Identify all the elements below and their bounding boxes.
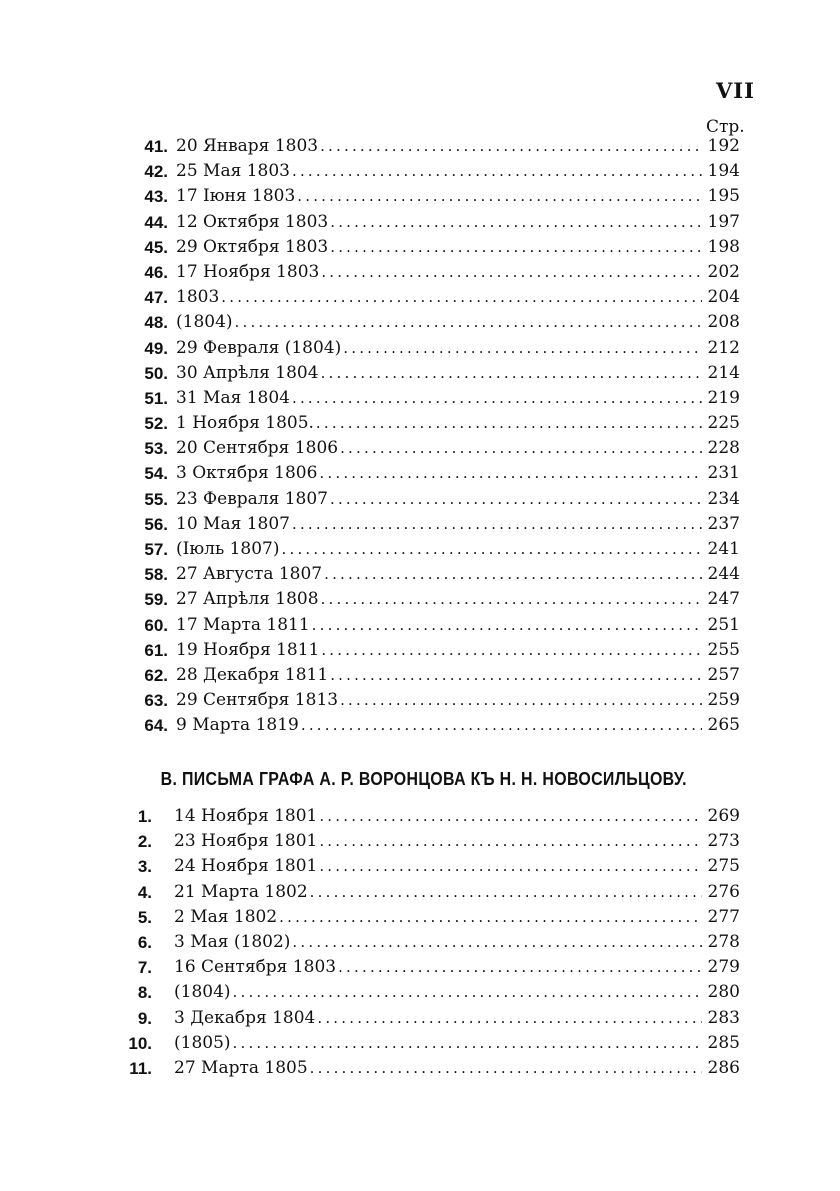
toc-entry: [0, 880, 840, 905]
leader-dots: [297, 184, 702, 209]
entry-date: 31 Мая 1804: [176, 387, 290, 408]
leader-dots: [233, 980, 702, 1005]
entry-number: 4.: [137, 882, 152, 902]
entry-number: 49.: [144, 338, 168, 358]
toc-entry: [0, 638, 840, 663]
entry-page: 247: [707, 589, 740, 610]
entry-page: 214: [707, 362, 740, 383]
leader-dots: [319, 854, 702, 879]
entry-page: 219: [707, 387, 740, 408]
leader-dots: [340, 436, 702, 461]
entry-page: 231: [707, 463, 740, 484]
entry-number: 64.: [144, 716, 168, 736]
leader-dots: [343, 336, 702, 361]
entry-page: 197: [707, 211, 740, 232]
toc-entry: [0, 411, 840, 436]
toc-entry: [0, 310, 840, 335]
leader-dots: [282, 537, 702, 562]
toc-list-a: [0, 134, 840, 739]
toc-entry: [0, 663, 840, 688]
entry-date: 20 Января 1803: [176, 136, 319, 156]
entry-number: 62.: [144, 665, 168, 685]
leader-dots: [321, 638, 702, 663]
entry-page: 280: [707, 982, 740, 1003]
leader-dots: [319, 461, 702, 486]
toc-entry: [0, 955, 840, 980]
entry-number: 60.: [144, 615, 168, 635]
toc-entry: [0, 854, 840, 879]
toc-entry: [0, 905, 840, 930]
entry-date: 10 Мая 1807: [176, 513, 290, 534]
toc-entry: [0, 210, 840, 235]
entry-page: 275: [707, 856, 740, 877]
toc-entry: [0, 361, 840, 386]
entry-date: 20 Сентября 1806: [176, 438, 339, 459]
entry-page: 244: [707, 564, 740, 585]
leader-dots: [321, 587, 702, 612]
entry-number: 56.: [144, 514, 168, 534]
entry-number: 61.: [144, 640, 168, 660]
entry-page: 192: [707, 136, 740, 156]
entry-page: 194: [707, 161, 740, 182]
entry-number: 43.: [144, 187, 168, 207]
entry-number: 3.: [137, 857, 152, 877]
toc-list-b: [0, 804, 840, 1081]
toc-entry: [0, 436, 840, 461]
toc-entry: [0, 829, 840, 854]
entry-date: 30 Апрѣля 1804: [176, 362, 319, 383]
entry-page: 257: [707, 664, 740, 685]
toc-entry: [0, 1031, 840, 1056]
entry-number: 54.: [144, 464, 168, 484]
toc-entry: [0, 184, 840, 209]
toc-entry: [0, 260, 840, 285]
leader-dots: [321, 260, 702, 285]
entry-number: 11.: [129, 1058, 152, 1078]
entry-date: 3 Мая (1802): [174, 931, 291, 952]
entry-page: 277: [707, 906, 740, 927]
toc-entry: [0, 285, 840, 310]
entry-page: 208: [707, 312, 740, 333]
page-column-label: Стр.: [706, 117, 745, 137]
entry-number: 7.: [137, 958, 152, 978]
leader-dots: [330, 663, 702, 688]
entry-page: 279: [707, 957, 740, 978]
entry-number: 48.: [144, 313, 168, 333]
entry-date: 9 Марта 1819: [176, 715, 299, 736]
entry-date: 2 Мая 1802: [174, 906, 278, 927]
entry-date: 21 Марта 1802: [174, 881, 308, 902]
leader-dots: [330, 235, 702, 260]
toc-entry: [0, 587, 840, 612]
toc-entry: [0, 980, 840, 1005]
entry-date: 29 Сентября 1813: [176, 690, 339, 711]
toc-entry: [0, 1006, 840, 1031]
entry-number: 42.: [144, 162, 168, 182]
entry-date: 25 Мая 1803: [176, 161, 290, 182]
entry-number: 44.: [144, 212, 168, 232]
toc-entry: [0, 336, 840, 361]
entry-date: 17 Марта 1811: [176, 614, 310, 635]
entry-date: (1804): [176, 312, 233, 333]
entry-number: 50.: [144, 363, 168, 383]
leader-dots: [279, 905, 702, 930]
entry-number: 63.: [144, 691, 168, 711]
toc-entry: [0, 386, 840, 411]
leader-dots: [312, 613, 702, 638]
entry-number: 55.: [144, 489, 168, 509]
toc-entry: [0, 537, 840, 562]
entry-number: 10.: [128, 1033, 152, 1053]
leader-dots: [310, 880, 702, 905]
toc-entry: [0, 1056, 840, 1081]
entry-number: 46.: [144, 262, 168, 282]
entry-page: 225: [707, 413, 740, 434]
entry-date: 14 Ноября 1801: [174, 806, 318, 826]
entry-date: (1804): [174, 982, 231, 1003]
entry-page: 202: [707, 261, 740, 282]
page-number: VII: [716, 78, 755, 103]
entry-page: 273: [707, 831, 740, 852]
leader-dots: [338, 955, 702, 980]
section-heading: В. ПИСЬМА ГРАФА А. Р. ВОРОНЦОВА КЪ Н. Н. НОВОСИЛЬЦОВУ.: [160, 768, 687, 789]
leader-dots: [321, 361, 702, 386]
entry-page: 212: [707, 337, 740, 358]
leader-dots: [310, 1056, 702, 1081]
leader-dots: [340, 688, 702, 713]
entry-date: 1 Ноября 1805.: [176, 413, 314, 434]
toc-entry: [0, 713, 840, 738]
entry-number: 2.: [137, 832, 152, 852]
entry-date: 3 Декабря 1804: [174, 1007, 316, 1028]
entry-date: 17 Ноября 1803: [176, 261, 320, 282]
entry-page: 265: [707, 715, 740, 736]
entry-date: 23 Февраля 1807: [176, 488, 328, 509]
leader-dots: [235, 310, 702, 335]
entry-page: 198: [707, 236, 740, 257]
toc-entry: [0, 461, 840, 486]
entry-date: 16 Сентября 1803: [174, 957, 337, 978]
entry-page: 251: [707, 614, 740, 635]
leader-dots: [319, 829, 702, 854]
entry-number: 53.: [144, 439, 168, 459]
entry-page: 259: [707, 690, 740, 711]
toc-entry: [0, 688, 840, 713]
entry-number: 58.: [144, 565, 168, 585]
entry-number: 41.: [144, 137, 168, 156]
entry-date: (1805): [174, 1032, 231, 1053]
entry-date: 24 Ноября 1801: [174, 856, 318, 877]
toc-entry: [0, 613, 840, 638]
entry-date: 17 Іюня 1803: [176, 186, 296, 207]
entry-page: 204: [707, 287, 740, 308]
leader-dots: [320, 134, 702, 159]
entry-page: 278: [707, 931, 740, 952]
entry-page: 283: [707, 1007, 740, 1028]
leader-dots: [221, 285, 702, 310]
entry-page: 195: [707, 186, 740, 207]
entry-page: 237: [707, 513, 740, 534]
leader-dots: [301, 713, 702, 738]
entry-date: 27 Апрѣля 1808: [176, 589, 319, 610]
entry-number: 52.: [144, 414, 168, 434]
entry-page: 241: [707, 539, 740, 559]
entry-page: 228: [707, 438, 740, 459]
toc-entry: [0, 134, 840, 159]
toc-entry: [0, 512, 840, 537]
toc-entry: [0, 930, 840, 955]
toc-entry: [0, 235, 840, 260]
entry-date: 19 Ноября 1811: [176, 639, 320, 660]
leader-dots: [317, 1006, 702, 1031]
entry-date: 3 Октября 1806: [176, 463, 318, 484]
entry-number: 6.: [137, 932, 152, 952]
entry-number: 47.: [144, 288, 168, 308]
leader-dots: [292, 512, 702, 537]
entry-date: 27 Августа 1807: [176, 564, 323, 585]
entry-date: 29 Октября 1803: [176, 236, 329, 257]
leader-dots: [292, 159, 702, 184]
entry-number: 5.: [137, 907, 152, 927]
entry-number: 1.: [137, 807, 152, 826]
entry-date: 1803: [176, 287, 220, 308]
entry-page: 269: [707, 806, 740, 826]
entry-number: 8.: [137, 983, 152, 1003]
leader-dots: [330, 487, 702, 512]
entry-page: 285: [707, 1032, 740, 1053]
entry-number: 59.: [144, 590, 168, 610]
leader-dots: [292, 386, 702, 411]
entry-date: 12 Октября 1803: [176, 211, 329, 232]
entry-number: 9.: [137, 1008, 152, 1028]
entry-page: 286: [707, 1057, 740, 1078]
entry-date: 29 Февраля (1804): [176, 337, 342, 358]
leader-dots: [316, 411, 702, 436]
entry-number: 45.: [144, 237, 168, 257]
leader-dots: [292, 930, 702, 955]
entry-date: 23 Ноября 1801: [174, 831, 318, 852]
entry-date: 28 Декабря 1811: [176, 664, 329, 685]
entry-date: 27 Марта 1805: [174, 1057, 308, 1078]
leader-dots: [330, 210, 702, 235]
toc-entry: [0, 159, 840, 184]
toc-entry: [0, 562, 840, 587]
leader-dots: [233, 1031, 702, 1056]
toc-entry: [0, 487, 840, 512]
leader-dots: [324, 562, 702, 587]
entry-date: (Іюль 1807): [176, 539, 280, 559]
entry-page: 276: [707, 881, 740, 902]
entry-page: 234: [707, 488, 740, 509]
leader-dots: [319, 804, 702, 829]
toc-entry: [0, 804, 840, 829]
entry-number: 57.: [144, 540, 168, 559]
entry-number: 51.: [144, 388, 168, 408]
entry-page: 255: [707, 639, 740, 660]
